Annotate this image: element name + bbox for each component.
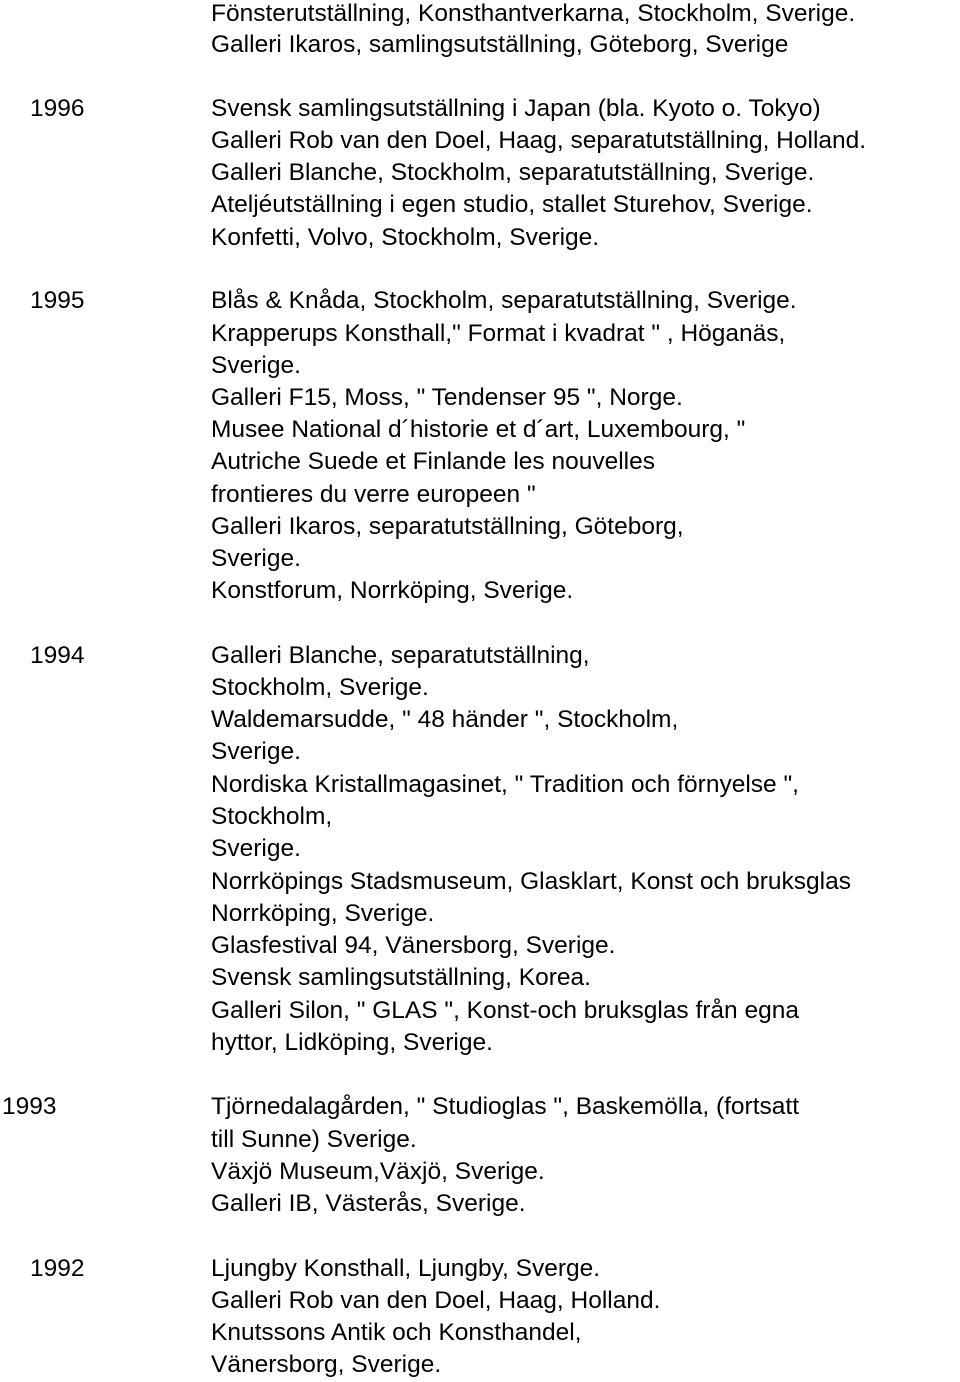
entry-line: Galleri Blanche, Stockholm, separatutställning, Sverige.: [211, 159, 815, 186]
entry-line: Autriche Suede et Finlande les nouvelles: [211, 448, 656, 475]
entry-line: Ateljéutställning i egen studio, stallet Sturehov, Sverige.: [211, 191, 813, 218]
entry-line: Vänersborg, Sverige.: [211, 1351, 442, 1378]
entry-line: Norrköpings Stadsmuseum, Glasklart, Konst och bruksglas: [211, 868, 851, 895]
entry-line: Galleri F15, Moss, " Tendenser 95 ", Norge.: [211, 384, 683, 411]
entry-line: Sverige.: [211, 352, 301, 379]
entry-line: Fönsterutställning, Konsthantverkarna, Stockholm, Sverige.: [211, 0, 856, 27]
year-label-1993: 1993: [2, 1093, 57, 1120]
entry-line: Stockholm, Sverige.: [211, 674, 429, 701]
entry-line: Knutssons Antik och Konsthandel,: [211, 1319, 582, 1346]
entry-line: Galleri Silon, " GLAS ", Konst-och bruksglas från egna: [211, 997, 799, 1024]
entry-line: Galleri Blanche, separatutställning,: [211, 642, 590, 669]
year-label-1995: 1995: [30, 287, 85, 314]
entry-line: Musee National d´historie et d´art, Luxembourg, ": [211, 416, 746, 443]
entry-line: Galleri IB, Västerås, Sverige.: [211, 1190, 526, 1217]
entry-line: frontieres du verre europeen ": [211, 481, 536, 508]
entry-line: Blås & Knåda, Stockholm, separatutställning, Sverige.: [211, 287, 797, 314]
entry-line: Nordiska Kristallmagasinet, " Tradition och förnyelse ",: [211, 771, 799, 798]
entry-line: Ljungby Konsthall, Ljungby, Sverge.: [211, 1255, 601, 1282]
entry-line: Galleri Rob van den Doel, Haag, Holland.: [211, 1287, 661, 1314]
entry-line: Växjö Museum,Växjö, Sverige.: [211, 1158, 545, 1185]
entry-line: Svensk samlingsutställning i Japan (bla. Kyoto o. Tokyo): [211, 95, 821, 122]
entry-line: Sverige.: [211, 545, 301, 572]
entry-line: Tjörnedalagården, " Studioglas ", Baskemölla, (fortsatt: [211, 1093, 799, 1120]
entry-line: Sverige.: [211, 738, 301, 765]
year-label-1996: 1996: [30, 95, 85, 122]
entry-line: Galleri Ikaros, samlingsutställning, Göteborg, Sverige: [211, 31, 789, 58]
entry-line: Konstforum, Norrköping, Sverige.: [211, 577, 574, 604]
entry-line: Norrköping, Sverige.: [211, 900, 435, 927]
entry-line: Stockholm,: [211, 803, 333, 830]
entry-line: Glasfestival 94, Vänersborg, Sverige.: [211, 932, 616, 959]
entry-line: hyttor, Lidköping, Sverige.: [211, 1029, 493, 1056]
entry-line: Waldemarsudde, " 48 händer ", Stockholm,: [211, 706, 679, 733]
entry-line: till Sunne) Sverige.: [211, 1126, 417, 1153]
entry-line: Sverige.: [211, 835, 301, 862]
entry-line: Svensk samlingsutställning, Korea.: [211, 964, 591, 991]
year-label-1994: 1994: [30, 642, 85, 669]
year-label-1992: 1992: [30, 1255, 85, 1282]
entry-line: Galleri Ikaros, separatutställning, Göteborg,: [211, 513, 684, 540]
entry-line: Galleri Rob van den Doel, Haag, separatutställning, Holland.: [211, 127, 867, 154]
entry-line: Krapperups Konsthall," Format i kvadrat " , Höganäs,: [211, 320, 786, 347]
entry-line: Konfetti, Volvo, Stockholm, Sverige.: [211, 224, 600, 251]
